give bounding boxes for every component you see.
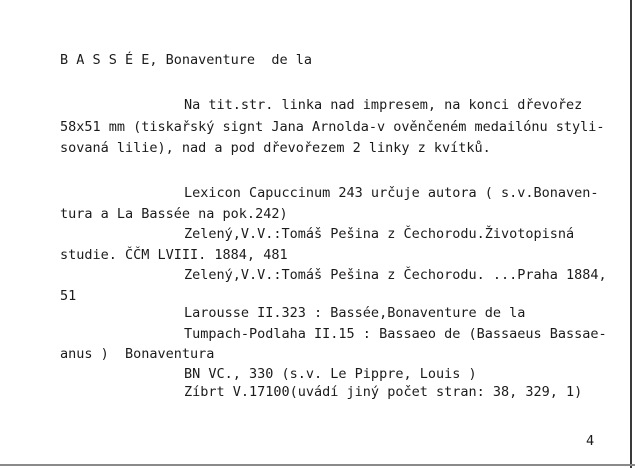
reference-line-7: Larousse II.323 : Bassée,Bonaventure de la xyxy=(184,305,526,321)
description-line-1: Na tit.str. linka nad impresem, na konci dřevořez xyxy=(184,97,583,113)
reference-line-2: tura a La Bassée na pok.242) xyxy=(60,206,288,222)
reference-line-10: BN VC., 330 (s.v. Le Pippre, Louis ) xyxy=(184,366,477,382)
card-right-edge xyxy=(630,0,632,468)
reference-line-1: Lexicon Capuccinum 243 určuje autora ( s.v.Bonaven- xyxy=(184,185,599,201)
description-line-3: sovaná lilie), nad a pod dřevořezem 2 linky z kvítků. xyxy=(60,140,491,156)
description-line-2: 58x51 mm (tiskařský signt Jana Arnolda-v ověnčeném medailónu styli- xyxy=(60,119,605,135)
entry-heading: B A S S É E, Bonaventure de la xyxy=(60,52,312,68)
reference-line-8: Tumpach-Podlaha II.15 : Bassaeo de (Bassaeus Bassae- xyxy=(184,326,607,342)
reference-line-3: Zelený,V.V.:Tomáš Pešina z Čechorodu.Životopisná xyxy=(184,226,575,242)
reference-line-6: 51 xyxy=(60,288,77,304)
reference-line-11: Zíbrt V.17100(uvádí jiný počet stran: 38, 329, 1) xyxy=(184,384,583,400)
reference-line-4: studie. ČČM LVIII. 1884, 481 xyxy=(60,247,288,263)
reference-line-9: anus ) Bonaventura xyxy=(60,346,215,362)
card-bottom-edge xyxy=(0,464,635,466)
reference-line-5: Zelený,V.V.:Tomáš Pešina z Čechorodu. ...Praha 1884, xyxy=(184,267,607,283)
page-number: 4 xyxy=(586,433,595,449)
